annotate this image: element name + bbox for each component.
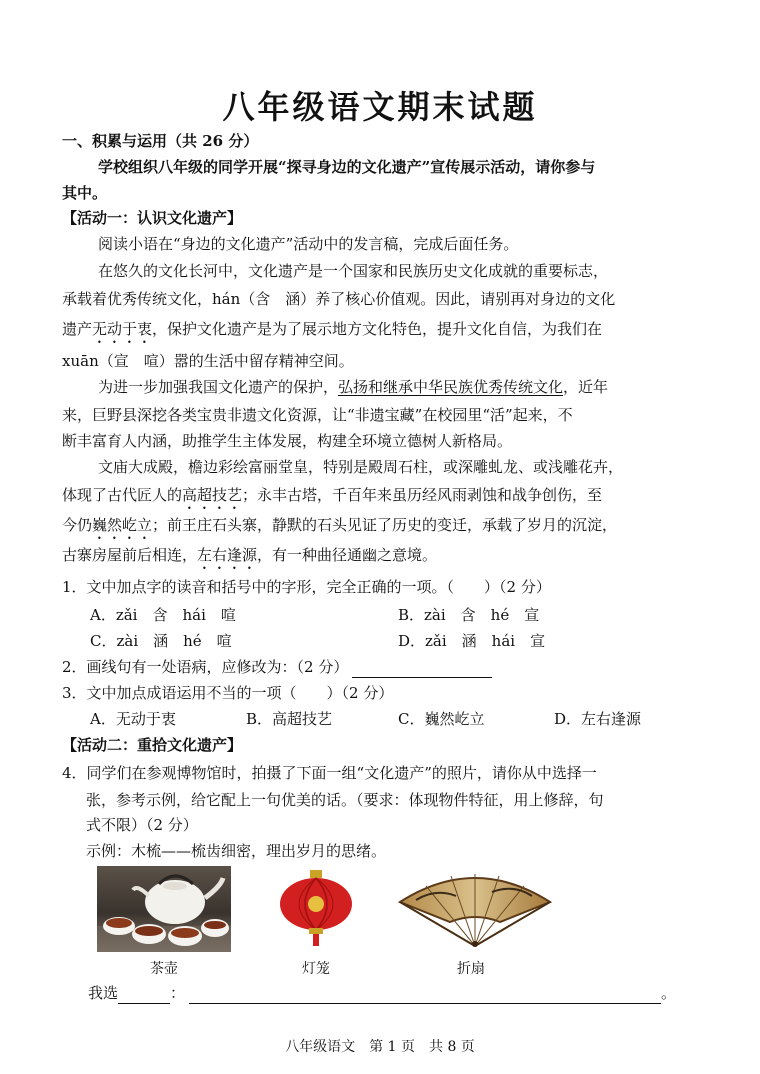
- passage2-line3: 断丰富育人内涵，助推学生主体发展，构建全环境立德树人新格局。: [62, 432, 513, 450]
- teapot-caption: 茶壶: [150, 961, 178, 977]
- fan-caption: 折扇: [457, 961, 485, 977]
- answer-end: 。: [661, 984, 677, 1002]
- q1-option-c[interactable]: C．zài 涵 hé 喧: [90, 632, 232, 650]
- intro-text-line1: 学校组织八年级的同学开展“探寻身边的文化遗产”宣传展示活动，请你参与: [98, 158, 596, 176]
- dotted-idiom-2: 高超技艺: [182, 486, 243, 504]
- passage2-line1: [98, 376, 608, 398]
- question2-stem: [62, 656, 492, 678]
- q3-option-c[interactable]: C．巍然屹立: [398, 710, 485, 728]
- question1-stem: 1．文中加点字的读音和括号中的字形，完全正确的一项。（ ）（2 分）: [62, 578, 551, 596]
- activity1-heading: 【活动一：认识文化遗产】: [62, 209, 243, 227]
- question4-line2: 张，参考示例，给它配上一句优美的话。（要求：体现物件特征，用上修辞，句: [86, 791, 604, 809]
- activity2-heading: 【活动二：重拾文化遗产】: [62, 736, 243, 754]
- passage3-line2-a: 体现了古代匠人的: [62, 486, 183, 504]
- question4-line3: 式不限）（2 分）: [86, 816, 198, 834]
- lantern-image: [276, 870, 356, 946]
- passage3-line3-a: 今仍: [62, 516, 93, 534]
- passage3-line4-a: 古寨房屋前后相连，: [62, 546, 198, 564]
- passage3-line2-c: ；永丰古塔，千百年来虽历经风雨剥蚀和战争创伤，至: [242, 486, 603, 504]
- folding-fan-image: [396, 866, 554, 948]
- question2-text: 2．画线句有一处语病，应修改为：（2 分）: [62, 658, 349, 676]
- lantern-caption: 灯笼: [302, 961, 330, 977]
- q1-option-b[interactable]: B．zài 含 hé 宣: [398, 606, 540, 624]
- passage3-line4-c: ，有一种曲径通幽之意境。: [257, 546, 438, 564]
- q3-option-a[interactable]: A．无动于衷: [90, 710, 176, 728]
- passage2-line1-c: ，近年: [563, 378, 609, 396]
- question4-line1: 4．同学们在参观博物馆时，拍摄了下面一组“文化遗产”的照片，请你从中选择一: [62, 764, 597, 782]
- passage3-line2: [62, 484, 602, 513]
- reading-intro: 阅读小语在“身边的文化遗产”活动中的发言稿，完成后面任务。: [98, 235, 519, 253]
- section-heading: 一、积累与运用（共 26 分）: [62, 132, 259, 150]
- dotted-idiom-1: 无动于衷: [92, 320, 153, 338]
- answer-colon: ：: [170, 984, 186, 1002]
- choice-blank[interactable]: [118, 987, 170, 1004]
- q1-option-d[interactable]: D．zǎi 涵 hái 宣: [398, 632, 546, 650]
- q3-option-b[interactable]: B．高超技艺: [246, 710, 333, 728]
- q2-answer-blank[interactable]: [352, 661, 492, 678]
- question3-stem: 3．文中加点成语运用不当的一项（ ）（2 分）: [62, 684, 394, 702]
- teapot-image: [97, 866, 231, 952]
- question4-example: 示例：木梳——梳齿细密，理出岁月的思绪。: [86, 842, 387, 860]
- answer-label: 我选: [88, 984, 119, 1002]
- q1-option-a[interactable]: A．zǎi 含 hái 喧: [90, 606, 236, 624]
- underlined-sentence: 弘扬和继承中华民族优秀传统文化: [338, 378, 564, 396]
- passage3-line4: [62, 544, 437, 573]
- passage1-line1: 在悠久的文化长河中，文化遗产是一个国家和民族历史文化成就的重要标志，: [98, 262, 609, 280]
- passage2-line1-a: 为进一步加强我国文化遗产的保护，: [98, 378, 339, 396]
- dotted-idiom-3: 巍然屹立: [92, 516, 153, 534]
- passage1-line2: 承载着优秀传统文化，hán（含 涵）养了核心价值观。因此，请别再对身边的文化: [62, 290, 616, 308]
- page-footer: 八年级语文 第 1 页 共 8 页: [285, 1039, 475, 1055]
- passage1-line3: [62, 318, 602, 347]
- answer-line: [88, 982, 676, 1004]
- dotted-idiom-4: 左右逢源: [197, 546, 258, 564]
- page-title: 八年级语文期末试题: [222, 88, 538, 126]
- q3-option-d[interactable]: D．左右逢源: [554, 710, 642, 728]
- passage1-line3-c: ，保护文化遗产是为了展示地方文化特色，提升文化自信，为我们在: [152, 320, 603, 338]
- passage3-line3-c: ；前王庄石头寨，静默的石头见证了历史的变迁，承载了岁月的沉淀，: [152, 516, 618, 534]
- passage2-line2: 来，巨野县深挖各类宝贵非遗文化资源，让“非遗宝藏”在校园里“活”起来，不: [62, 406, 573, 424]
- answer-blank[interactable]: [189, 987, 661, 1004]
- intro-text-line2: 其中。: [62, 184, 108, 202]
- passage1-line3-a: 遗产: [62, 320, 93, 338]
- passage3-line3: [62, 514, 617, 543]
- passage3-line1: 文庙大成殿，檐边彩绘富丽堂皇，特别是殿周石柱，或深雕虬龙、或浅雕花卉，: [98, 458, 624, 476]
- passage1-line4: xuān（宣 喧）嚣的生活中留存精神空间。: [62, 352, 354, 370]
